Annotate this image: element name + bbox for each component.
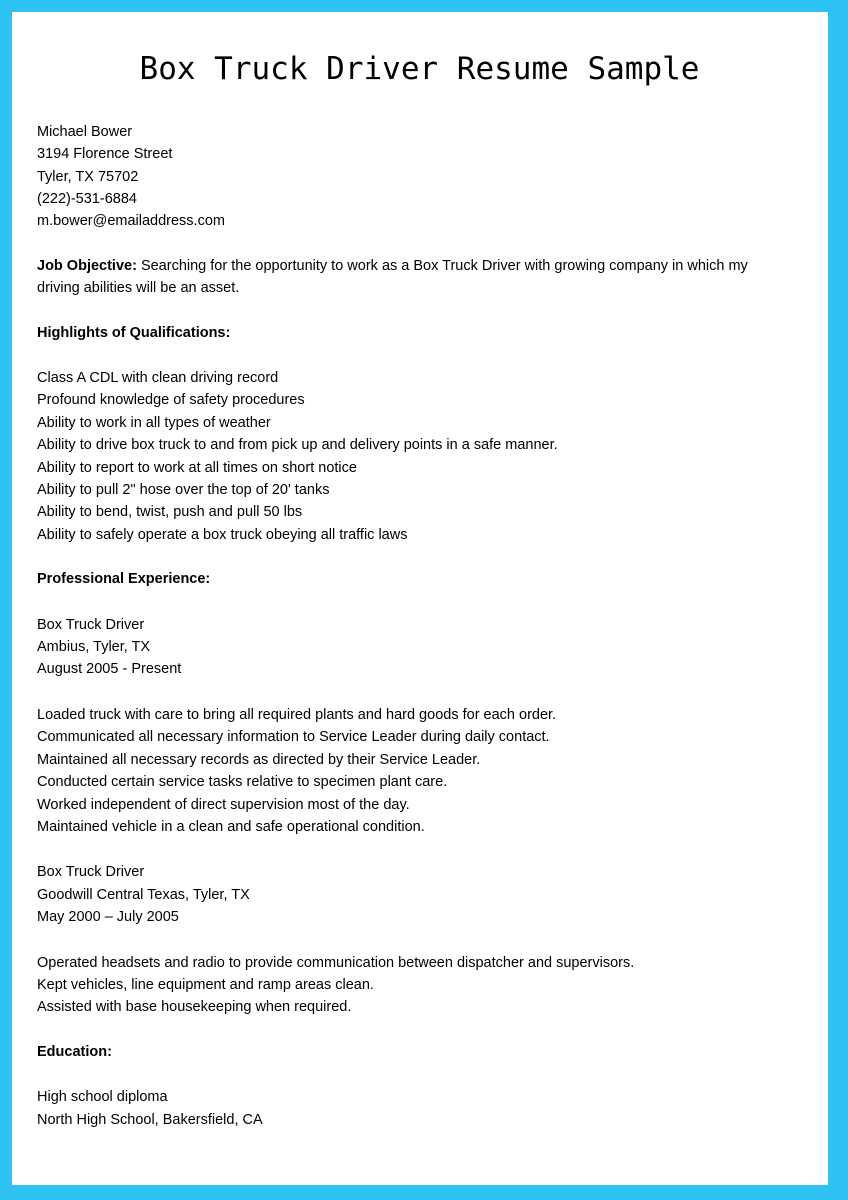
qualifications-list bbox=[37, 367, 802, 546]
job-duties-list bbox=[37, 704, 802, 838]
job-title: Box Truck Driver bbox=[37, 616, 145, 633]
list-item: Operated headsets and radio to provide communication between dispatcher and supervisors. bbox=[37, 954, 635, 971]
experience-job bbox=[37, 861, 802, 1018]
list-item: Communicated all necessary information to Service Leader during daily contact. bbox=[37, 729, 550, 746]
contact-block bbox=[37, 121, 802, 233]
contact-phone: (222)-531-6884 bbox=[37, 190, 137, 207]
contact-street: 3194 Florence Street bbox=[37, 146, 173, 163]
page-title: Box Truck Driver Resume Sample bbox=[139, 51, 700, 87]
list-item: Loaded truck with care to bring all required plants and hard goods for each order. bbox=[37, 706, 557, 723]
resume-page bbox=[12, 12, 828, 1185]
resume-content bbox=[12, 12, 828, 1131]
job-employer: Ambius, Tyler, TX bbox=[37, 639, 151, 656]
list-item: Ability to pull 2" hose over the top of 20' tanks bbox=[37, 482, 330, 499]
education-heading: Education: bbox=[37, 1043, 112, 1060]
job-duties-list bbox=[37, 952, 802, 1019]
list-item: Class A CDL with clean driving record bbox=[37, 370, 279, 386]
contact-email: m.bower@emailaddress.com bbox=[37, 213, 225, 230]
list-item: Ability to report to work at all times on short notice bbox=[37, 459, 357, 476]
list-item: Ability to work in all types of weather bbox=[37, 414, 271, 431]
list-item: Maintained all necessary records as directed by their Service Leader. bbox=[37, 751, 481, 768]
experience-heading: Professional Experience: bbox=[37, 571, 211, 588]
job-dates: May 2000 – July 2005 bbox=[37, 909, 179, 926]
qualifications-heading: Highlights of Qualifications: bbox=[37, 324, 231, 341]
list-item: Ability to drive box truck to and from pick up and delivery points in a safe manner. bbox=[37, 437, 558, 454]
list-item: High school diploma bbox=[37, 1089, 168, 1106]
list-item: North High School, Bakersfield, CA bbox=[37, 1111, 263, 1128]
contact-name: Michael Bower bbox=[37, 123, 133, 140]
contact-city-state-zip: Tyler, TX 75702 bbox=[37, 168, 139, 185]
list-item: Assisted with base housekeeping when required. bbox=[37, 999, 352, 1016]
job-objective-label: Job Objective: bbox=[37, 257, 137, 274]
list-item: Kept vehicles, line equipment and ramp areas clean. bbox=[37, 976, 374, 993]
list-item: Profound knowledge of safety procedures bbox=[37, 392, 305, 409]
education-list bbox=[37, 1086, 802, 1131]
list-item: Ability to safely operate a box truck obeying all traffic laws bbox=[37, 526, 408, 543]
job-title: Box Truck Driver bbox=[37, 864, 145, 881]
list-item: Ability to bend, twist, push and pull 50 lbs bbox=[37, 504, 303, 521]
list-item: Conducted certain service tasks relative to specimen plant care. bbox=[37, 774, 448, 791]
list-item: Worked independent of direct supervision most of the day. bbox=[37, 796, 410, 813]
job-dates: August 2005 - Present bbox=[37, 661, 182, 678]
job-objective bbox=[37, 255, 789, 300]
job-employer: Goodwill Central Texas, Tyler, TX bbox=[37, 886, 250, 903]
list-item: Maintained vehicle in a clean and safe operational condition. bbox=[37, 818, 425, 835]
job-objective-text: Searching for the opportunity to work as a Box Truck Driver with growing company in which my driving abilities will be an asset. bbox=[37, 257, 748, 297]
experience-job bbox=[37, 614, 802, 839]
